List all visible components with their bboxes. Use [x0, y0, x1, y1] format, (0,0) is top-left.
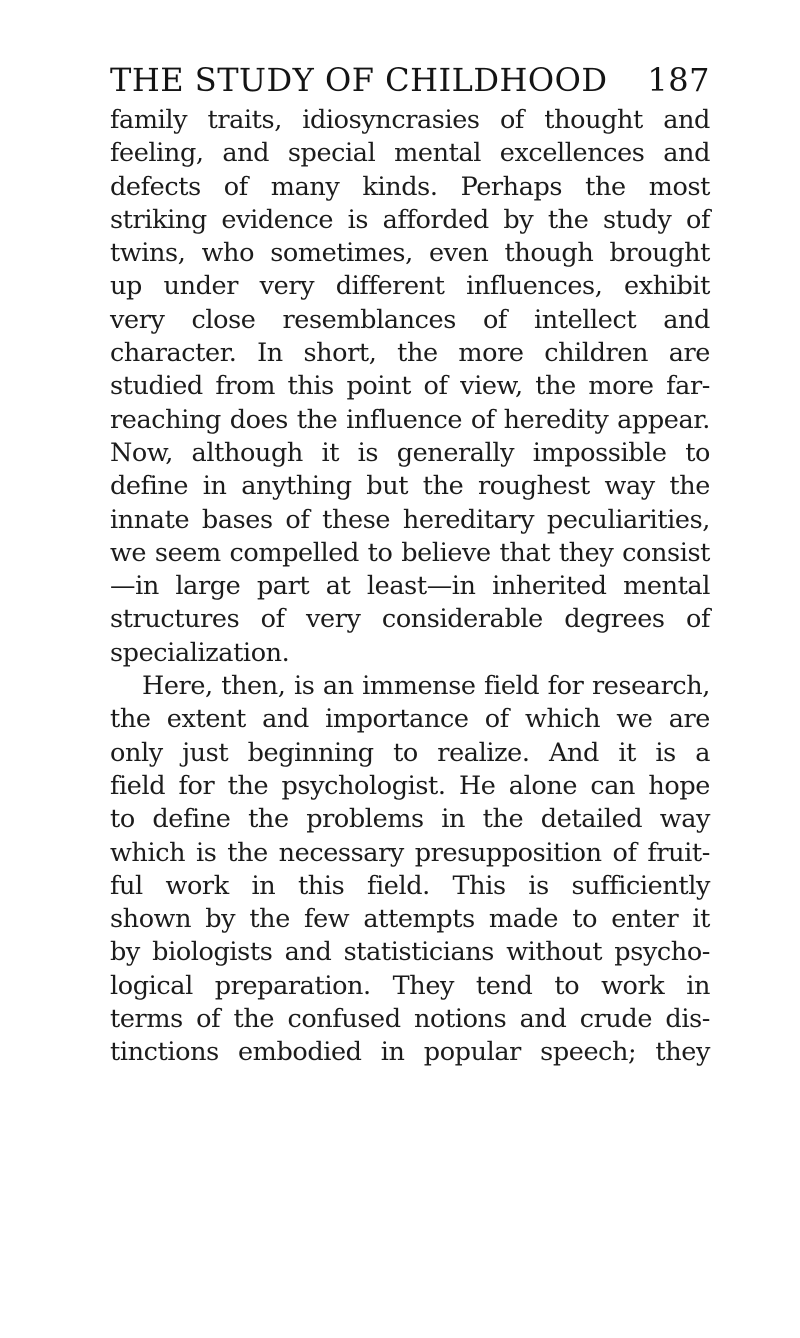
text-line: —in large part at least—in inherited mental [110, 571, 710, 602]
text-line: the extent and importance of which we are [110, 704, 710, 735]
text-line: only just beginning to realize. And it is a [110, 737, 710, 768]
text-line: reaching does the influence of heredity appear. [110, 404, 710, 435]
text-line: defects of many kinds. Perhaps the most [110, 171, 710, 202]
text-line: field for the psychologist. He alone can hope [110, 770, 710, 801]
text-line: Now, although it is generally impossible to [110, 437, 710, 468]
text-line: specialization. [110, 637, 290, 668]
text-line: shown by the few attempts made to enter it [110, 904, 710, 935]
text-line: character. In short, the more children are [110, 338, 710, 369]
text-line: striking evidence is afforded by the study of [110, 204, 710, 235]
text-line: terms of the confused notions and crude dis- [110, 1004, 710, 1035]
text-line: which is the necessary presupposition of fruit- [110, 837, 710, 868]
text-line: Here, then, is an immense field for research, [142, 671, 710, 702]
text-line: twins, who sometimes, even though brought [110, 238, 710, 269]
text-line: innate bases of these hereditary peculiarities, [110, 504, 710, 535]
text-line: to define the problems in the detailed way [110, 804, 710, 835]
text-line: define in anything but the roughest way the [110, 471, 710, 502]
text-line: feeling, and special mental excellences and [110, 138, 710, 169]
text-line: family traits, idiosyncrasies of thought and [110, 105, 710, 135]
text-line: up under very different influences, exhibit [110, 271, 710, 302]
text-line: tinctions embodied in popular speech; they [110, 1037, 710, 1068]
text-line: we seem compelled to believe that they consist [110, 537, 710, 568]
text-line: logical preparation. They tend to work in [110, 970, 710, 1001]
text-line: ful work in this field. This is sufficiently [110, 870, 710, 901]
text-line: by biologists and statisticians without psycho- [110, 937, 710, 968]
running-head-title: THE STUDY OF CHILDHOOD [110, 61, 608, 99]
running-head [110, 60, 710, 100]
text-line: very close resemblances of intellect and [110, 304, 710, 335]
body-text [110, 104, 710, 1070]
text-line: studied from this point of view, the more far- [110, 371, 710, 402]
text-line: structures of very considerable degrees of [110, 604, 710, 635]
page-number: 187 [647, 61, 710, 99]
